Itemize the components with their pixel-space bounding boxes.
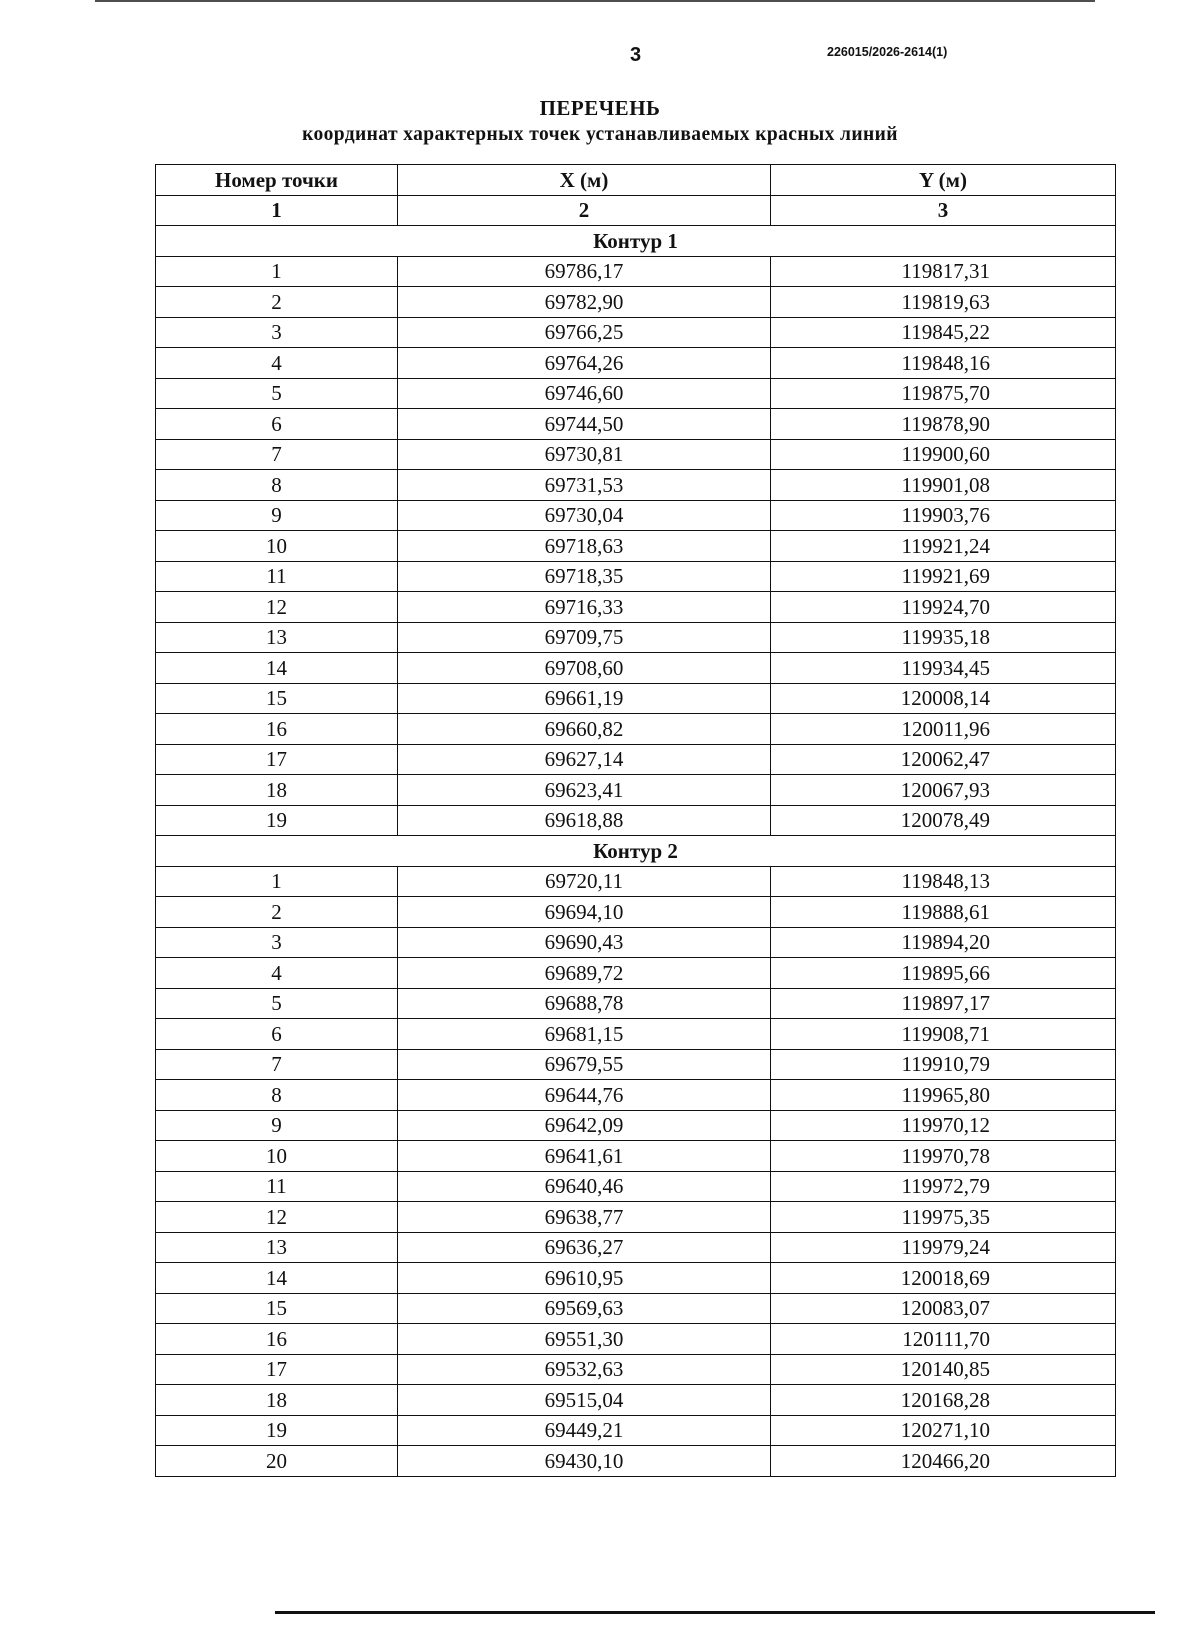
table-row [156,1324,1116,1355]
x-coordinate-cell: 69708,60 [398,653,771,684]
point-number-cell: 8 [156,1080,398,1111]
x-coordinate-cell: 69644,76 [398,1080,771,1111]
x-coordinate-cell: 69449,21 [398,1415,771,1446]
x-coordinate-cell: 69532,63 [398,1354,771,1385]
y-coordinate-cell: 119965,80 [771,1080,1116,1111]
contour-header-row [156,836,1116,867]
contour-header-row [156,226,1116,257]
table-row [156,592,1116,623]
point-number-cell: 10 [156,531,398,562]
table-row [156,1385,1116,1416]
point-number-cell: 19 [156,805,398,836]
y-coordinate-cell: 119848,13 [771,866,1116,897]
point-number-cell: 13 [156,1232,398,1263]
y-coordinate-cell: 120140,85 [771,1354,1116,1385]
y-coordinate-cell: 120466,20 [771,1446,1116,1477]
y-coordinate-cell: 119888,61 [771,897,1116,928]
table-row [156,714,1116,745]
x-coordinate-cell: 69766,25 [398,317,771,348]
y-coordinate-cell: 119875,70 [771,378,1116,409]
y-coordinate-cell: 119817,31 [771,256,1116,287]
table-header-row [156,165,1116,196]
y-coordinate-cell: 119878,90 [771,409,1116,440]
table-row [156,897,1116,928]
x-coordinate-cell: 69515,04 [398,1385,771,1416]
column-number-1: 1 [156,195,398,226]
point-number-cell: 2 [156,287,398,318]
x-coordinate-cell: 69709,75 [398,622,771,653]
table-row [156,409,1116,440]
x-coordinate-cell: 69782,90 [398,287,771,318]
header-x: X (м) [398,165,771,196]
scan-edge-bottom [275,1611,1155,1614]
header-point-number: Номер точки [156,165,398,196]
x-coordinate-cell: 69731,53 [398,470,771,501]
column-number-2: 2 [398,195,771,226]
point-number-cell: 19 [156,1415,398,1446]
point-number-cell: 14 [156,1263,398,1294]
column-number-3: 3 [771,195,1116,226]
x-coordinate-cell: 69688,78 [398,988,771,1019]
table-row [156,775,1116,806]
y-coordinate-cell: 119979,24 [771,1232,1116,1263]
point-number-cell: 7 [156,1049,398,1080]
y-coordinate-cell: 120111,70 [771,1324,1116,1355]
point-number-cell: 6 [156,409,398,440]
table-row [156,744,1116,775]
table-row [156,805,1116,836]
column-number-row [156,195,1116,226]
y-coordinate-cell: 120062,47 [771,744,1116,775]
x-coordinate-cell: 69569,63 [398,1293,771,1324]
y-coordinate-cell: 119894,20 [771,927,1116,958]
x-coordinate-cell: 69636,27 [398,1232,771,1263]
x-coordinate-cell: 69641,61 [398,1141,771,1172]
y-coordinate-cell: 119935,18 [771,622,1116,653]
x-coordinate-cell: 69661,19 [398,683,771,714]
table-row [156,1049,1116,1080]
coordinates-table [155,164,1116,1477]
table-row [156,622,1116,653]
contour-label: Контур 1 [156,226,1116,257]
table-row [156,927,1116,958]
y-coordinate-cell: 120271,10 [771,1415,1116,1446]
y-coordinate-cell: 119901,08 [771,470,1116,501]
x-coordinate-cell: 69720,11 [398,866,771,897]
y-coordinate-cell: 120008,14 [771,683,1116,714]
y-coordinate-cell: 119895,66 [771,958,1116,989]
table-row [156,866,1116,897]
table-row [156,1110,1116,1141]
point-number-cell: 4 [156,958,398,989]
x-coordinate-cell: 69730,04 [398,500,771,531]
table-row [156,1415,1116,1446]
x-coordinate-cell: 69679,55 [398,1049,771,1080]
point-number-cell: 16 [156,714,398,745]
point-number-cell: 13 [156,622,398,653]
point-number-cell: 12 [156,592,398,623]
point-number-cell: 14 [156,653,398,684]
point-number-cell: 20 [156,1446,398,1477]
x-coordinate-cell: 69660,82 [398,714,771,745]
table-row [156,500,1116,531]
y-coordinate-cell: 119972,79 [771,1171,1116,1202]
document-id: 226015/2026-2614(1) [827,45,948,59]
y-coordinate-cell: 119934,45 [771,653,1116,684]
y-coordinate-cell: 119921,69 [771,561,1116,592]
x-coordinate-cell: 69642,09 [398,1110,771,1141]
table-row [156,1446,1116,1477]
page-number: 3 [630,44,642,66]
x-coordinate-cell: 69551,30 [398,1324,771,1355]
x-coordinate-cell: 69627,14 [398,744,771,775]
table-row [156,531,1116,562]
point-number-cell: 18 [156,775,398,806]
x-coordinate-cell: 69689,72 [398,958,771,989]
y-coordinate-cell: 119845,22 [771,317,1116,348]
x-coordinate-cell: 69718,63 [398,531,771,562]
y-coordinate-cell: 120067,93 [771,775,1116,806]
x-coordinate-cell: 69694,10 [398,897,771,928]
y-coordinate-cell: 119848,16 [771,348,1116,379]
x-coordinate-cell: 69786,17 [398,256,771,287]
x-coordinate-cell: 69430,10 [398,1446,771,1477]
table-row [156,1293,1116,1324]
point-number-cell: 16 [156,1324,398,1355]
table-row [156,1019,1116,1050]
x-coordinate-cell: 69764,26 [398,348,771,379]
y-coordinate-cell: 119908,71 [771,1019,1116,1050]
x-coordinate-cell: 69730,81 [398,439,771,470]
table-row [156,653,1116,684]
x-coordinate-cell: 69618,88 [398,805,771,836]
x-coordinate-cell: 69681,15 [398,1019,771,1050]
point-number-cell: 11 [156,1171,398,1202]
point-number-cell: 12 [156,1202,398,1233]
y-coordinate-cell: 119900,60 [771,439,1116,470]
table-row [156,256,1116,287]
x-coordinate-cell: 69716,33 [398,592,771,623]
point-number-cell: 4 [156,348,398,379]
x-coordinate-cell: 69746,60 [398,378,771,409]
point-number-cell: 15 [156,1293,398,1324]
y-coordinate-cell: 119924,70 [771,592,1116,623]
point-number-cell: 2 [156,897,398,928]
point-number-cell: 5 [156,988,398,1019]
table-row [156,470,1116,501]
x-coordinate-cell: 69640,46 [398,1171,771,1202]
table-row [156,1263,1116,1294]
table-row [156,378,1116,409]
y-coordinate-cell: 120018,69 [771,1263,1116,1294]
y-coordinate-cell: 120011,96 [771,714,1116,745]
point-number-cell: 9 [156,500,398,531]
point-number-cell: 17 [156,744,398,775]
point-number-cell: 7 [156,439,398,470]
document-subtitle: координат характерных точек устанавливаемых красных линий [302,124,898,145]
point-number-cell: 5 [156,378,398,409]
table-row [156,561,1116,592]
y-coordinate-cell: 119897,17 [771,988,1116,1019]
point-number-cell: 1 [156,866,398,897]
y-coordinate-cell: 119903,76 [771,500,1116,531]
document-title: ПЕРЕЧЕНЬ [539,96,661,120]
table-row [156,348,1116,379]
header-y: Y (м) [771,165,1116,196]
contour-label: Контур 2 [156,836,1116,867]
y-coordinate-cell: 119910,79 [771,1049,1116,1080]
x-coordinate-cell: 69638,77 [398,1202,771,1233]
y-coordinate-cell: 120083,07 [771,1293,1116,1324]
y-coordinate-cell: 119819,63 [771,287,1116,318]
x-coordinate-cell: 69744,50 [398,409,771,440]
point-number-cell: 6 [156,1019,398,1050]
point-number-cell: 10 [156,1141,398,1172]
y-coordinate-cell: 119975,35 [771,1202,1116,1233]
point-number-cell: 17 [156,1354,398,1385]
table-row [156,1080,1116,1111]
point-number-cell: 1 [156,256,398,287]
scan-edge-top [95,0,1095,2]
table-row [156,1171,1116,1202]
table-row [156,317,1116,348]
table-row [156,1354,1116,1385]
y-coordinate-cell: 119970,78 [771,1141,1116,1172]
table-row [156,1232,1116,1263]
point-number-cell: 3 [156,317,398,348]
table-row [156,683,1116,714]
point-number-cell: 3 [156,927,398,958]
point-number-cell: 9 [156,1110,398,1141]
x-coordinate-cell: 69690,43 [398,927,771,958]
point-number-cell: 8 [156,470,398,501]
table-row [156,439,1116,470]
y-coordinate-cell: 119921,24 [771,531,1116,562]
table-row [156,287,1116,318]
x-coordinate-cell: 69610,95 [398,1263,771,1294]
point-number-cell: 15 [156,683,398,714]
table-row [156,958,1116,989]
table-row [156,1141,1116,1172]
y-coordinate-cell: 119970,12 [771,1110,1116,1141]
table-body [156,226,1116,1477]
y-coordinate-cell: 120078,49 [771,805,1116,836]
point-number-cell: 11 [156,561,398,592]
point-number-cell: 18 [156,1385,398,1416]
table-row [156,1202,1116,1233]
x-coordinate-cell: 69623,41 [398,775,771,806]
x-coordinate-cell: 69718,35 [398,561,771,592]
y-coordinate-cell: 120168,28 [771,1385,1116,1416]
table-row [156,988,1116,1019]
